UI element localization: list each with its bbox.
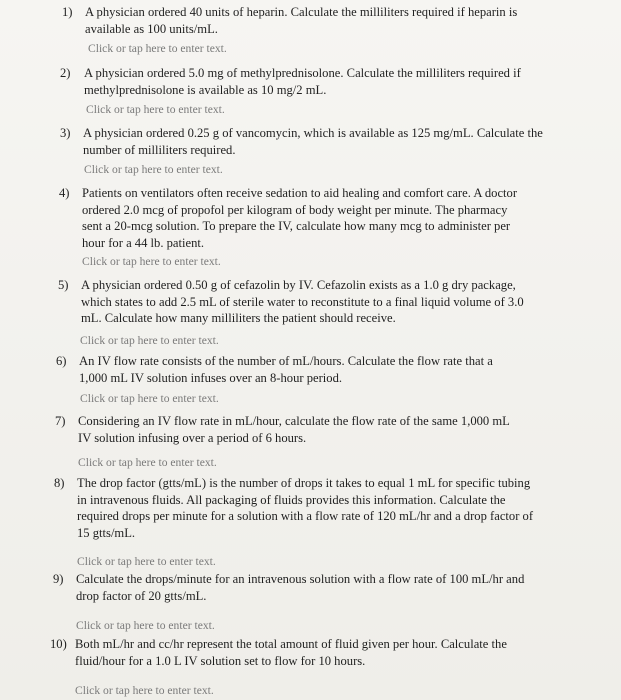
question-number: 5) <box>58 278 69 292</box>
answer-field[interactable]: Click or tap here to enter text. <box>86 103 225 116</box>
question-text: Considering an IV flow rate in mL/hour, calculate the flow rate of the same 1,000 mL IV solution infusing over a period of 6 hours. <box>78 414 510 445</box>
question-text: The drop factor (gtts/mL) is the number of drops it takes to equal 1 mL for specific tubing in intravenous fluids. All packaging of fluids provides this information. Calculate the required drops per minute for a solution with a flow rate of 120 mL/hr and a drop factor of 15 gtts/mL. <box>77 476 534 540</box>
question-text: Calculate the drops/minute for an intravenous solution with a flow rate of 100 mL/hr and drop factor of 20 gtts/mL. <box>76 572 525 603</box>
answer-field[interactable]: Click or tap here to enter text. <box>78 456 217 469</box>
question-number: 7) <box>55 414 66 428</box>
question-text: A physician ordered 40 units of heparin. Calculate the milliliters required if heparin is available as 100 units/mL. <box>85 5 518 36</box>
question-text: An IV flow rate consists of the number of mL/hours. Calculate the flow rate that a 1,000 mL IV solution infuses over an 8-hour period. <box>79 354 493 385</box>
answer-field[interactable]: Click or tap here to enter text. <box>80 334 219 347</box>
question-number: 2) <box>60 66 71 80</box>
question-text: A physician ordered 0.50 g of cefazolin by IV. Cefazolin exists as a 1.0 g dry package, which states to add 2.5 mL of sterile water to reconstitute to a final liquid volume of 3.0 mL. Calculate how many milliliters the patient should receive. <box>81 278 524 325</box>
question-text: Both mL/hr and cc/hr represent the total amount of fluid given per hour. Calculate the fluid/hour for a 1.0 L IV solution set to flow for 10 hours. <box>75 637 507 668</box>
question-text: Patients on ventilators often receive sedation to aid healing and comfort care. A doctor ordered 2.0 mcg of propofol per kilogram of body weight per minute. The pharmacy sent a 20-mcg solution. To prepare the IV, calculate how many mcg to administer per hour for a 44 lb. patient. <box>82 186 518 250</box>
question-number: 9) <box>53 572 64 586</box>
answer-field[interactable]: Click or tap here to enter text. <box>75 684 214 697</box>
question-number: 4) <box>59 186 70 200</box>
question-number: 6) <box>56 354 67 368</box>
answer-field[interactable]: Click or tap here to enter text. <box>84 163 223 176</box>
answer-field[interactable]: Click or tap here to enter text. <box>88 42 227 55</box>
answer-field[interactable]: Click or tap here to enter text. <box>80 392 219 405</box>
answer-field[interactable]: Click or tap here to enter text. <box>77 555 216 568</box>
question-number: 10) <box>50 637 67 651</box>
question-text: A physician ordered 0.25 g of vancomycin, which is available as 125 mg/mL. Calculate the number of milliliters required. <box>83 126 543 157</box>
answer-field[interactable]: Click or tap here to enter text. <box>82 255 221 268</box>
question-number: 8) <box>54 476 65 490</box>
question-number: 1) <box>62 5 73 19</box>
answer-field[interactable]: Click or tap here to enter text. <box>76 619 215 632</box>
question-number: 3) <box>60 126 71 140</box>
question-text: A physician ordered 5.0 mg of methylprednisolone. Calculate the milliliters required if methylprednisolone is available as 10 mg/2 mL. <box>84 66 521 97</box>
